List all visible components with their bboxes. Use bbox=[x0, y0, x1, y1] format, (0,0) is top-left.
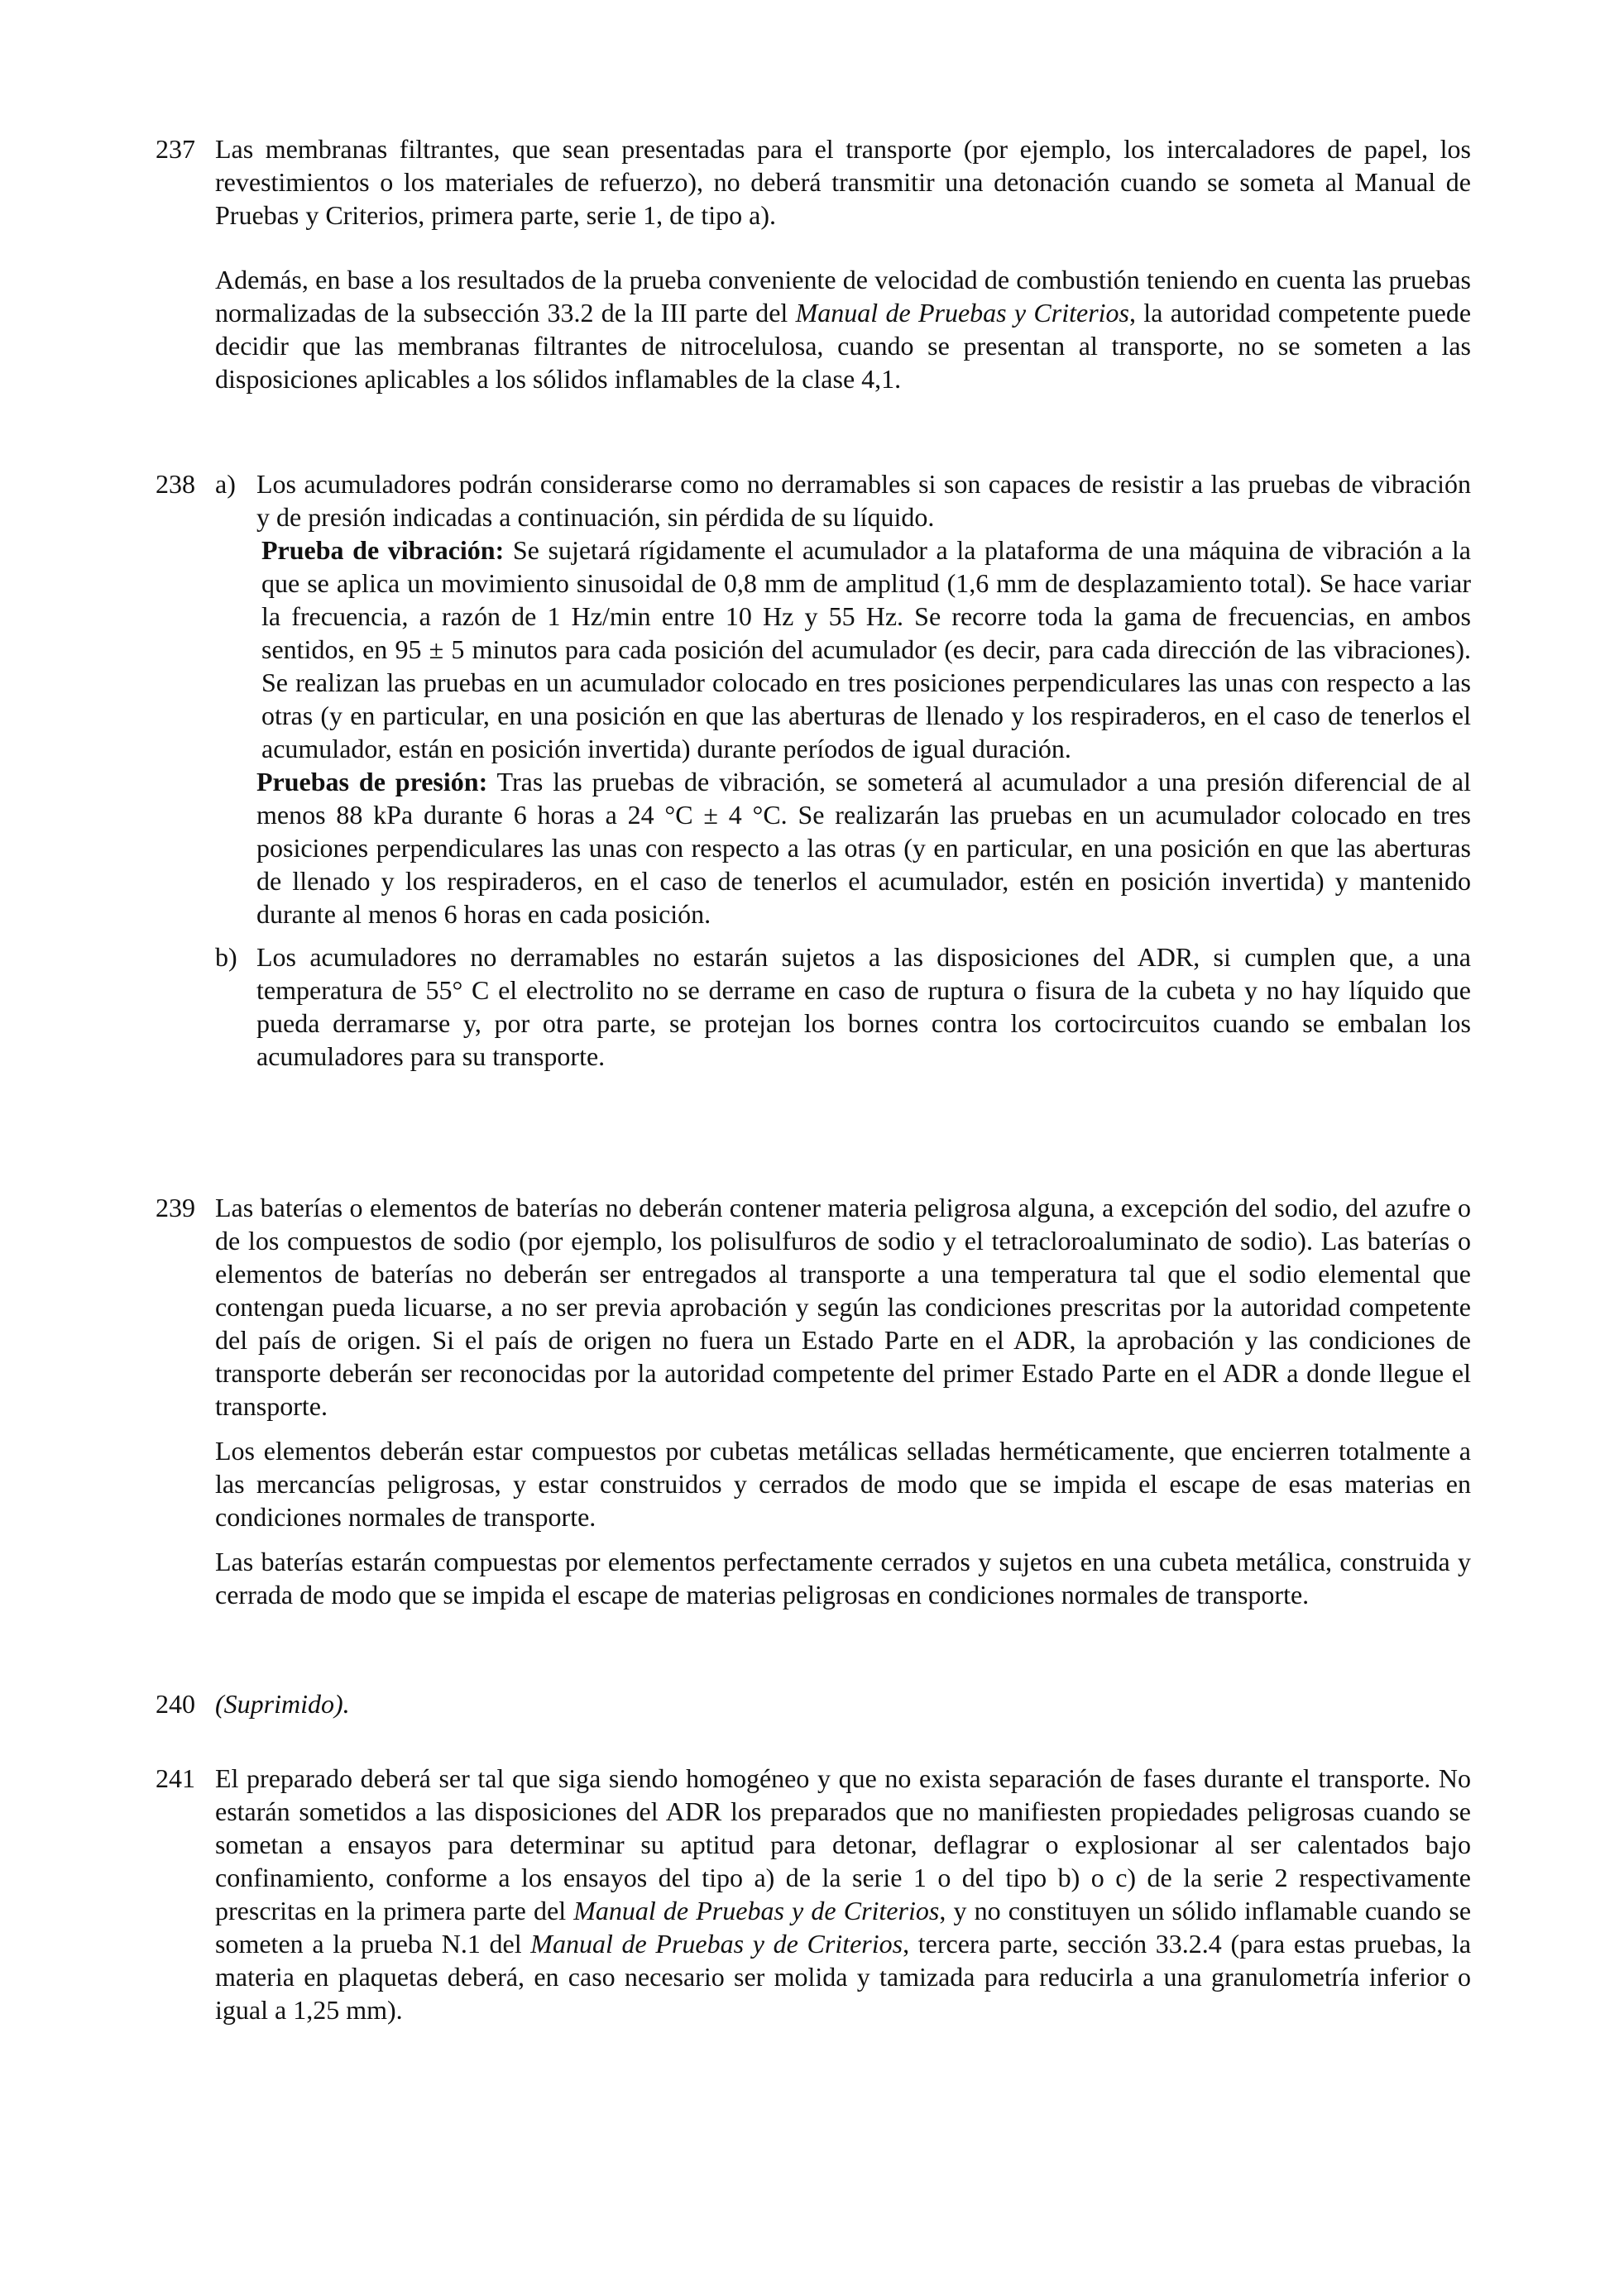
provision-number: 237 bbox=[156, 134, 195, 164]
text-run: , y no constituyen un sólido inflamable cuando se someten a la prueba N.1 del bbox=[215, 1896, 1472, 1959]
provision-number: 239 bbox=[156, 1193, 195, 1222]
item-b bbox=[215, 940, 1471, 1073]
provision-238 bbox=[156, 467, 1471, 1073]
provision-240 bbox=[156, 1687, 1471, 1720]
text-run: El preparado deberá ser tal que siga siendo homogéneo y que no exista separación de fases durante el transporte. No estarán sometidos a las disposiciones del ADR los preparados que no manifiesten propiedades peligrosas cuando se sometan a ensayos para determinar su aptitud para detonar, deflagrar o explosionar al ser calentados bajo confinamiento, conforme a los ensayos del tipo a) de la serie 1 o del tipo b) o c) de la serie 2 respectivamente prescritas en la primera parte del bbox=[215, 1763, 1471, 1925]
paragraph: Las membranas filtrantes, que sean presentadas para el transporte (por ejemplo, los intercaladores de papel, los revestimientos o los materiales de refuerzo), no deberá transmitir una detonación cuando se someta al Manual de Pruebas y Criterios, primera parte, serie 1, de tipo a). bbox=[215, 134, 1471, 230]
bold-heading: Pruebas de presión: bbox=[256, 767, 488, 796]
vibration-test-paragraph bbox=[256, 533, 1471, 765]
provision-number: 241 bbox=[156, 1763, 195, 1793]
text-run: , la autoridad competente puede decidir que las membranas filtrantes de nitrocelulosa, cuando se presentan al transporte, no se someten a las disposiciones aplicables a los sólidos inflamables de la clase 4,1. bbox=[215, 298, 1472, 394]
paragraph: Las baterías estarán compuestas por elementos perfectamente cerrados y sujetos en una cubeta metálica, construida y cerrada de modo que se impida el escape de materias peligrosas en condiciones normales de transporte. bbox=[215, 1547, 1471, 1610]
paragraph bbox=[215, 263, 1471, 395]
bold-heading: Prueba de vibración: bbox=[261, 535, 505, 565]
paragraph: Los acumuladores podrán considerarse como no derramables si son capaces de resistir a las pruebas de vibración y de presión indicadas a continuación, sin pérdida de su líquido. bbox=[256, 469, 1471, 532]
italic-title: Manual de Pruebas y de Criterios bbox=[573, 1896, 940, 1925]
provision-241 bbox=[156, 1762, 1471, 2026]
paragraph: Los acumuladores no derramables no estarán sujetos a las disposiciones del ADR, si cumplen que, a una temperatura de 55° C el electrolito no se derrame en caso de ruptura o fisura de la cubeta y no hay líquido que pueda derramarse y, por otra parte, se protejan los bornes contra los cortocircuitos cuando se embalan los acumuladores para su transporte. bbox=[256, 942, 1471, 1071]
text-run: , tercera parte, sección 33.2.4 (para estas pruebas, la materia en plaquetas deberá, en caso necesario ser molida y tamizada para reducirla a una granulometría inferior o igual a 1,25 mm). bbox=[215, 1929, 1472, 2025]
provision-body bbox=[215, 132, 1471, 395]
pressure-test-paragraph bbox=[256, 765, 1471, 930]
provision-239 bbox=[156, 1191, 1471, 1611]
paragraph: Las baterías o elementos de baterías no deberán contener materia peligrosa alguna, a excepción del sodio, del azufre o de los compuestos de sodio (por ejemplo, los polisulfuros de sodio y el tetracloroaluminato de sodio). Las baterías o elementos de baterías no deberán ser entregados al transporte a una temperatura tal que el sodio elemental que contengan pueda licuarse, a no ser previa aprobación y según las condiciones prescritas por la autoridad competente del país de origen. Si el país de origen no fuera un Estado Parte en el ADR, la aprobación y las condiciones de transporte deberán ser reconocidas por la autoridad competente del primer Estado Parte en el ADR a donde llegue el transporte. bbox=[215, 1193, 1471, 1421]
item-letter: b) bbox=[215, 942, 237, 972]
provision-237 bbox=[156, 132, 1471, 395]
provision-body bbox=[215, 1191, 1471, 1611]
text-run: Se sujetará rígidamente el acumulador a la plataforma de una máquina de vibración a la que se aplica un movimiento sinusoidal de 0,8 mm de amplitud (1,6 mm de desplazamiento total). Se hace variar la frecuencia, a razón de 1 Hz/min entre 10 Hz y 55 Hz. Se recorre toda la gama de frecuencias, en ambos sentidos, en 95 ± 5 minutos para cada posición del acumulador (es decir, para cada dirección de las vibraciones). Se realizan las pruebas en un acumulador colocado en tres posiciones perpendiculares las unas con respecto a las otras (y en particular, en una posición en que las aberturas de llenado y los respiraderos, en el caso de tenerlos el acumulador, están en posición invertida) durante períodos de igual duración. bbox=[261, 535, 1472, 763]
italic-title: Manual de Pruebas y Criterios bbox=[795, 298, 1129, 328]
italic-title: Manual de Pruebas y de Criterios bbox=[530, 1929, 903, 1959]
text-run: Tras las pruebas de vibración, se someterá al acumulador a una presión diferencial de al menos 88 kPa durante 6 horas a 24 °C ± 4 °C. Se realizarán las pruebas en un acumulador colocado en tres posiciones perpendiculares las unas con respecto a las otras (y en particular, en una posición en que las aberturas de llenado y los respiraderos, en el caso de tenerlos el acumulador, estén en posición invertida) y mantenido durante al menos 6 horas en cada posición. bbox=[256, 767, 1472, 929]
provision-body bbox=[215, 1687, 1471, 1720]
provision-number: 240 bbox=[156, 1689, 195, 1719]
provision-number: 238 bbox=[156, 469, 195, 499]
text-run: Además, en base a los resultados de la prueba conveniente de velocidad de combustión teniendo en cuenta las pruebas normalizadas de la subsección 33.2 de la III parte del bbox=[215, 265, 1471, 328]
provision-body bbox=[215, 467, 1471, 1073]
paragraph bbox=[215, 1762, 1471, 2026]
item-a bbox=[215, 467, 1471, 930]
italic-text: (Suprimido). bbox=[215, 1689, 350, 1719]
provision-body bbox=[215, 1762, 1471, 2026]
paragraph bbox=[215, 1687, 1471, 1720]
item-letter: a) bbox=[215, 469, 236, 499]
paragraph: Los elementos deberán estar compuestos por cubetas metálicas selladas herméticamente, que encierren totalmente a las mercancías peligrosas, y estar construidos y cerrados de modo que se impida el escape de esas materias en condiciones normales de transporte. bbox=[215, 1436, 1471, 1532]
